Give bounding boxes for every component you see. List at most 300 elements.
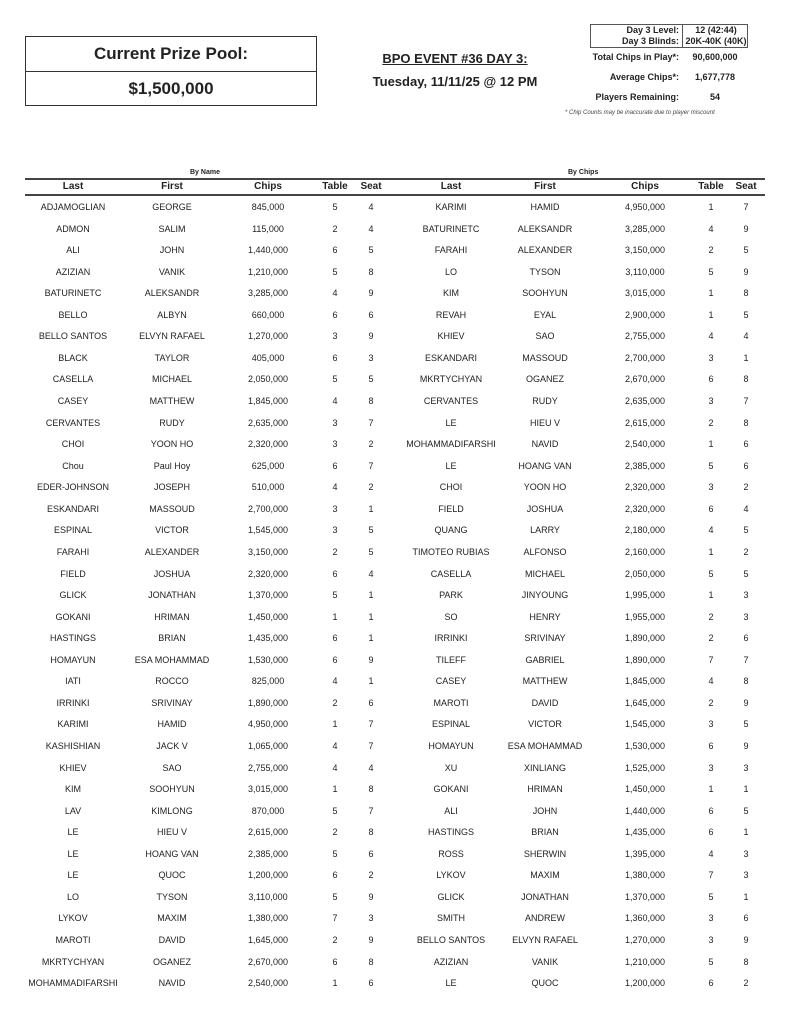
cell-seat: 3	[368, 913, 374, 924]
cell-first: MATTHEW	[149, 396, 195, 407]
cell-seat: 7	[743, 396, 749, 407]
cell-first: OGANEZ	[525, 374, 565, 385]
cell-last: LE	[445, 460, 457, 471]
cell-seat: 5	[368, 546, 374, 557]
cell-last: TIMOTEO RUBIAS	[412, 546, 490, 557]
cell-chips: 3,015,000	[624, 288, 666, 299]
cell-table: 1	[332, 978, 338, 989]
cell-chips: 2,670,000	[624, 374, 666, 385]
cell-table: 4	[332, 288, 338, 299]
cell-seat: 6	[743, 633, 749, 644]
cell-seat: 9	[743, 697, 749, 708]
cell-seat: 1	[368, 676, 374, 687]
cell-last: CASEY	[435, 676, 467, 687]
cell-seat: 8	[743, 676, 749, 687]
cell-seat: 8	[743, 374, 749, 385]
cell-table: 5	[332, 590, 338, 601]
cell-seat: 7	[743, 654, 749, 665]
cell-table: 2	[332, 546, 338, 557]
cell-table: 1	[708, 590, 714, 601]
cell-seat: 2	[368, 439, 374, 450]
cell-last: ADMON	[56, 223, 90, 234]
cell-chips: 3,285,000	[247, 288, 289, 299]
cell-table: 1	[708, 439, 714, 450]
cell-first: GEORGE	[152, 202, 192, 212]
cell-first: YOON HO	[523, 482, 567, 493]
cell-last: MAROTI	[433, 697, 469, 708]
cell-seat: 5	[743, 525, 749, 536]
cell-chips: 510,000	[251, 482, 285, 493]
cell-last: ALI	[444, 805, 458, 816]
cell-chips: 3,110,000	[625, 266, 665, 277]
cell-first: ELVYN RAFAEL	[512, 935, 578, 946]
cell-first: GABRIEL	[525, 654, 565, 665]
cell-first: SALIM	[158, 223, 186, 234]
level-box	[590, 24, 748, 48]
cell-first: EYAL	[533, 309, 557, 320]
column-header-table: Table	[698, 181, 724, 192]
cell-last: ESPINAL	[53, 525, 93, 536]
cell-first: DAVID	[531, 697, 559, 708]
cell-first: BRIAN	[158, 633, 186, 644]
cell-chips: 1,440,000	[247, 245, 289, 256]
cell-first: JOSHUA	[153, 568, 191, 579]
cell-first: MICHAEL	[151, 374, 193, 385]
cell-chips: 1,380,000	[624, 870, 666, 881]
cell-table: 6	[708, 827, 714, 838]
cell-table: 2	[708, 697, 714, 708]
cell-last: ESPINAL	[431, 719, 471, 730]
cell-chips: 1,450,000	[624, 784, 666, 795]
cell-first: ALEXANDER	[517, 245, 573, 256]
column-header-seat: Seat	[360, 181, 382, 192]
cell-table: 5	[332, 891, 338, 902]
cell-chips: 1,525,000	[624, 762, 666, 773]
cell-chips: 2,180,000	[624, 525, 666, 536]
cell-first: DAVID	[158, 935, 186, 946]
cell-chips: 1,890,000	[624, 654, 666, 665]
cell-seat: 8	[368, 827, 374, 838]
cell-first: MAXIM	[157, 913, 187, 924]
prize-pool-box	[25, 36, 317, 106]
cell-table: 7	[332, 913, 338, 924]
cell-chips: 2,320,000	[247, 439, 289, 450]
cell-seat: 4	[368, 223, 374, 234]
level-label: Day 3 Level:	[591, 25, 683, 36]
cell-table: 5	[332, 374, 338, 385]
blinds-value: 20K-40K (40K)	[685, 36, 747, 46]
cell-last: EDER-JOHNSON	[36, 482, 110, 493]
cell-chips: 1,370,000	[624, 891, 666, 902]
cell-last: BELLO SANTOS	[38, 331, 108, 342]
cell-chips: 1,395,000	[624, 848, 666, 859]
cell-table: 1	[332, 611, 338, 622]
cell-seat: 5	[368, 245, 374, 256]
cell-chips: 1,955,000	[624, 611, 666, 622]
cell-last: TILEFF	[435, 654, 467, 665]
cell-seat: 6	[743, 439, 749, 450]
header-bottom-rule	[25, 194, 765, 196]
cell-first: NAVID	[158, 978, 186, 989]
cell-seat: 7	[368, 460, 374, 471]
cell-last: LE	[445, 417, 457, 428]
cell-chips: 1,435,000	[247, 633, 289, 644]
cell-first: HIEU V	[156, 827, 188, 838]
cell-seat: 6	[368, 697, 374, 708]
cell-chips: 1,890,000	[624, 633, 666, 644]
cell-chips: 625,000	[251, 460, 285, 471]
cell-chips: 2,615,000	[247, 827, 289, 838]
cell-last: IRRINKI	[56, 697, 90, 708]
cell-first: ELVYN RAFAEL	[139, 331, 205, 342]
cell-chips: 1,995,000	[624, 590, 666, 601]
cell-seat: 8	[743, 956, 749, 967]
cell-table: 1	[708, 309, 714, 320]
cell-first: SAO	[162, 762, 182, 773]
cell-chips: 1,380,000	[247, 913, 289, 924]
cell-last: REVAH	[435, 309, 467, 320]
cell-seat: 6	[368, 848, 374, 859]
cell-seat: 8	[368, 266, 374, 277]
cell-last: HASTINGS	[427, 827, 475, 838]
cell-last: MOHAMMADIFARSHI	[28, 978, 118, 989]
cell-table: 6	[708, 741, 714, 751]
cell-last: LE	[445, 978, 457, 989]
cell-table: 2	[332, 697, 338, 708]
cell-table: 3	[708, 935, 714, 946]
cell-last: KARIMI	[435, 202, 467, 212]
cell-first: JONATHAN	[148, 590, 196, 601]
cell-chips: 1,530,000	[247, 654, 289, 665]
cell-seat: 9	[368, 891, 374, 902]
cell-seat: 5	[743, 309, 749, 320]
cell-chips: 2,540,000	[247, 978, 289, 989]
cell-first: MAXIM	[530, 870, 560, 881]
cell-last: LE	[67, 848, 79, 859]
cell-first: BRIAN	[531, 827, 559, 838]
cell-last: FARAHI	[434, 245, 468, 256]
cell-seat: 9	[368, 654, 374, 665]
cell-last: LE	[67, 827, 79, 838]
cell-chips: 2,385,000	[624, 460, 666, 471]
cell-seat: 5	[743, 719, 749, 730]
column-header-first: First	[534, 181, 556, 192]
cell-first: ROCCO	[155, 676, 189, 687]
cell-table: 4	[708, 676, 714, 687]
cell-first: TYSON	[529, 266, 561, 277]
cell-seat: 1	[743, 827, 749, 838]
cell-last: HOMAYUN	[50, 654, 96, 665]
cell-seat: 6	[743, 460, 749, 471]
cell-last: MKRTYCHYAN	[419, 374, 483, 385]
cell-table: 5	[708, 568, 714, 579]
column-header-first: First	[161, 181, 183, 192]
cell-first: HRIMAN	[527, 784, 563, 795]
cell-seat: 9	[743, 741, 749, 751]
cell-seat: 8	[368, 396, 374, 407]
cell-last: KIM	[442, 288, 460, 299]
cell-last: FIELD	[438, 503, 464, 514]
cell-chips: 2,635,000	[624, 396, 666, 407]
cell-chips: 2,050,000	[247, 374, 289, 385]
cell-last: KIM	[64, 784, 82, 795]
cell-table: 4	[332, 741, 338, 751]
cell-table: 4	[708, 848, 714, 859]
cell-first: HIEU V	[529, 417, 561, 428]
cell-first: MASSOUD	[522, 352, 568, 363]
cell-last: LO	[66, 891, 80, 902]
cell-seat: 9	[368, 935, 374, 946]
cell-table: 7	[708, 654, 714, 665]
cell-table: 4	[708, 223, 714, 234]
cell-chips: 1,065,000	[247, 741, 289, 751]
cell-chips: 825,000	[251, 676, 285, 687]
cell-table: 3	[332, 331, 338, 342]
cell-seat: 2	[743, 978, 749, 989]
total-chips-value: 90,600,000	[692, 52, 738, 62]
cell-seat: 6	[743, 913, 749, 924]
prize-pool-label: Current Prize Pool:	[26, 37, 316, 72]
cell-last: AZIZIAN	[55, 266, 91, 277]
event-date: Tuesday, 11/11/25 @ 12 PM	[372, 74, 538, 89]
cell-chips: 845,000	[251, 202, 285, 212]
cell-last: SO	[444, 611, 458, 622]
cell-table: 3	[708, 352, 714, 363]
event-title: BPO EVENT #36 DAY 3:	[382, 51, 528, 66]
cell-table: 6	[708, 374, 714, 385]
cell-chips: 870,000	[251, 805, 285, 816]
cell-last: CHOI	[439, 482, 463, 493]
cell-seat: 7	[743, 202, 749, 212]
cell-first: JACK V	[156, 741, 188, 751]
cell-table: 7	[708, 870, 714, 881]
cell-table: 1	[708, 546, 714, 557]
cell-seat: 9	[743, 935, 749, 946]
cell-first: QUOC	[158, 870, 186, 881]
cell-last: GOKANI	[433, 784, 469, 795]
cell-table: 1	[708, 202, 714, 212]
cell-chips: 3,285,000	[624, 223, 666, 234]
cell-seat: 2	[368, 870, 374, 881]
cell-chips: 1,270,000	[247, 331, 289, 342]
cell-chips: 115,000	[252, 223, 284, 234]
cell-first: HOANG VAN	[518, 460, 572, 471]
cell-first: HAMID	[530, 202, 560, 212]
cell-table: 6	[332, 568, 338, 579]
header-top-rule	[25, 178, 765, 180]
column-header-chips: Chips	[631, 181, 659, 192]
cell-first: JOHN	[532, 805, 558, 816]
cell-first: VICTOR	[528, 719, 562, 730]
cell-seat: 7	[368, 741, 374, 751]
cell-table: 5	[332, 805, 338, 816]
cell-last: BELLO	[58, 309, 88, 320]
cell-seat: 6	[368, 978, 374, 989]
cell-seat: 1	[743, 891, 749, 902]
cell-last: PARK	[439, 590, 463, 601]
cell-last: KASHISHIAN	[45, 741, 101, 751]
players-remaining-label: Players Remaining:	[595, 92, 679, 102]
column-header-last: Last	[440, 181, 462, 192]
cell-last: GLICK	[59, 590, 87, 601]
cell-seat: 3	[743, 762, 749, 773]
cell-seat: 9	[743, 223, 749, 234]
cell-last: CERVANTES	[423, 396, 479, 407]
cell-first: RUDY	[159, 417, 185, 428]
cell-seat: 9	[743, 266, 749, 277]
cell-seat: 5	[368, 525, 374, 536]
cell-last: KHIEV	[59, 762, 87, 773]
cell-first: SRIVINAY	[151, 697, 193, 708]
cell-first: MASSOUD	[149, 503, 195, 514]
cell-table: 3	[708, 913, 714, 924]
cell-table: 3	[332, 503, 338, 514]
cell-chips: 2,670,000	[247, 956, 289, 967]
cell-last: HOMAYUN	[428, 741, 474, 751]
cell-seat: 1	[368, 503, 374, 514]
cell-seat: 3	[743, 848, 749, 859]
cell-first: SRIVINAY	[524, 633, 566, 644]
cell-first: QUOC	[531, 978, 559, 989]
cell-seat: 4	[743, 331, 749, 342]
prize-pool-value: $1,500,000	[128, 79, 214, 98]
average-chips-value: 1,677,778	[694, 72, 736, 82]
cell-first: ALEXANDER	[144, 546, 200, 557]
cell-seat: 5	[368, 374, 374, 385]
cell-table: 3	[332, 417, 338, 428]
cell-first: SOOHYUN	[522, 288, 568, 299]
cell-first: SOOHYUN	[149, 784, 195, 795]
cell-last: BATURINETC	[44, 288, 102, 299]
cell-last: MAROTI	[55, 935, 91, 946]
cell-table: 3	[708, 396, 714, 407]
cell-chips: 2,900,000	[624, 309, 666, 320]
cell-table: 6	[708, 978, 714, 989]
cell-chips: 1,545,000	[247, 525, 289, 536]
cell-chips: 2,700,000	[624, 352, 666, 363]
cell-last: MKRTYCHYAN	[41, 956, 105, 967]
cell-chips: 1,270,000	[624, 935, 666, 946]
cell-first: RUDY	[532, 396, 558, 407]
cell-chips: 1,200,000	[624, 978, 666, 989]
cell-first: VANIK	[531, 956, 559, 967]
cell-seat: 1	[368, 590, 374, 601]
cell-first: VICTOR	[155, 525, 189, 536]
cell-table: 1	[708, 288, 714, 299]
cell-table: 2	[332, 827, 338, 838]
cell-table: 3	[708, 762, 714, 773]
cell-seat: 2	[743, 546, 749, 557]
cell-table: 2	[708, 633, 714, 644]
cell-first: JOSHUA	[526, 503, 564, 514]
cell-seat: 5	[743, 245, 749, 256]
cell-table: 5	[332, 848, 338, 859]
cell-last: CASELLA	[430, 568, 472, 579]
cell-chips: 1,645,000	[247, 935, 289, 946]
cell-table: 5	[332, 266, 338, 277]
cell-first: ALBYN	[157, 309, 187, 320]
cell-chips: 2,320,000	[247, 568, 289, 579]
cell-last: BELLO SANTOS	[416, 935, 486, 946]
column-header-last: Last	[62, 181, 84, 192]
cell-table: 6	[332, 654, 338, 665]
cell-last: GOKANI	[55, 611, 91, 622]
cell-seat: 3	[743, 611, 749, 622]
cell-first: HAMID	[157, 719, 187, 730]
cell-seat: 4	[368, 202, 374, 212]
cell-first: KIMLONG	[151, 805, 193, 816]
cell-chips: 3,015,000	[247, 784, 289, 795]
cell-last: BLACK	[58, 352, 88, 363]
cell-table: 5	[332, 202, 338, 212]
cell-chips: 1,450,000	[247, 611, 289, 622]
cell-table: 4	[332, 482, 338, 493]
event-header	[340, 51, 570, 89]
cell-table: 4	[332, 762, 338, 773]
cell-seat: 4	[368, 568, 374, 579]
cell-table: 4	[332, 396, 338, 407]
cell-first: JINYOUNG	[521, 590, 569, 601]
cell-chips: 2,540,000	[624, 439, 666, 450]
cell-last: CASEY	[57, 396, 89, 407]
cell-first: MATTHEW	[522, 676, 568, 687]
cell-first: SHERWIN	[523, 848, 567, 859]
cell-first: JOHN	[159, 245, 185, 256]
cell-table: 6	[332, 460, 338, 471]
cell-table: 6	[708, 805, 714, 816]
cell-table: 1	[332, 719, 338, 730]
cell-chips: 1,360,000	[624, 913, 666, 924]
cell-first: SAO	[535, 331, 555, 342]
cell-table: 6	[332, 245, 338, 256]
cell-seat: 4	[743, 503, 749, 514]
cell-chips: 1,545,000	[624, 719, 666, 730]
cell-seat: 1	[743, 352, 749, 363]
cell-last: ROSS	[438, 848, 464, 859]
cell-seat: 1	[368, 611, 374, 622]
cell-table: 6	[708, 503, 714, 514]
cell-first: HOANG VAN	[145, 848, 199, 859]
by-name-title: By Name	[190, 169, 220, 176]
cell-first: XINLIANG	[523, 762, 567, 773]
cell-last: BATURINETC	[422, 223, 480, 234]
cell-last: KHIEV	[437, 331, 465, 342]
cell-chips: 1,435,000	[624, 827, 666, 838]
cell-first: HRIMAN	[154, 611, 190, 622]
cell-seat: 5	[743, 568, 749, 579]
by-chips-title: By Chips	[568, 169, 599, 176]
cell-table: 4	[708, 331, 714, 342]
cell-chips: 2,385,000	[247, 848, 289, 859]
cell-last: ALI	[66, 245, 80, 256]
cell-chips: 2,635,000	[247, 417, 289, 428]
cell-last: LYKOV	[436, 870, 466, 881]
cell-last: ADJAMOGLIAN	[40, 202, 106, 212]
total-chips-label: Total Chips in Play*:	[592, 52, 679, 62]
cell-seat: 9	[368, 288, 374, 299]
cell-last: IRRINKI	[434, 633, 468, 644]
cell-chips: 1,370,000	[247, 590, 289, 601]
cell-first: ANDREW	[525, 913, 565, 924]
cell-table: 5	[708, 956, 714, 967]
chip-count-note: * Chip Counts may be inaccurate due to player miscount	[565, 110, 715, 116]
cell-seat: 8	[368, 956, 374, 967]
cell-last: ESKANDARI	[46, 503, 100, 514]
cell-seat: 4	[368, 762, 374, 773]
cell-seat: 2	[368, 482, 374, 493]
cell-first: VANIK	[158, 266, 186, 277]
cell-first: ALEKSANDR	[144, 288, 200, 299]
